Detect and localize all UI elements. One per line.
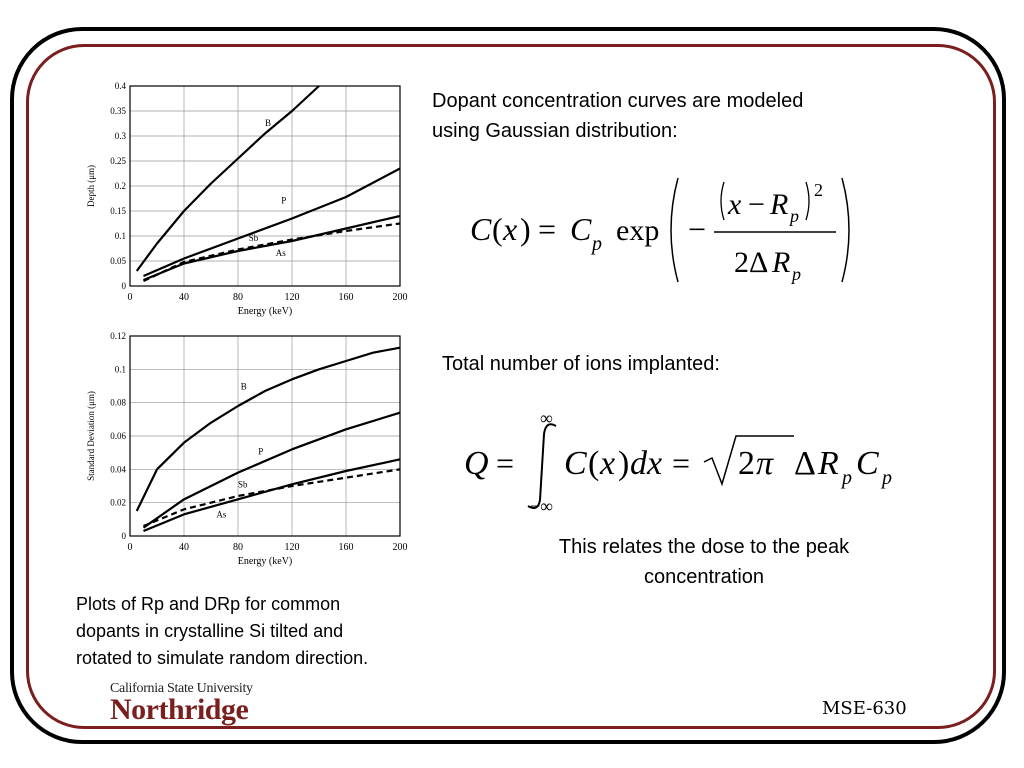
svg-text:=: = bbox=[538, 211, 557, 247]
svg-text:p: p bbox=[592, 233, 602, 255]
intro-text bbox=[432, 86, 803, 146]
chart0-y-tick-label: 0.4 bbox=[114, 81, 126, 91]
svg-text:R: R bbox=[818, 445, 839, 482]
chart1-x-tick-label: 160 bbox=[338, 542, 354, 553]
intro-line-1: Dopant concentration curves are modeled bbox=[432, 90, 804, 112]
svg-text:−∞: −∞ bbox=[530, 496, 553, 516]
intro-line-2: using Gaussian distribution: bbox=[432, 120, 678, 142]
chart1-y-axis-label: Standard Deviation (μm) bbox=[86, 391, 96, 481]
chart0-curve-label-as: As bbox=[275, 248, 286, 258]
chart1-curve-label-b: B bbox=[240, 381, 247, 392]
svg-text:=: = bbox=[496, 445, 515, 481]
dose-equation-svg bbox=[460, 400, 920, 520]
svg-text:dx: dx bbox=[630, 445, 663, 482]
chart0-series-as bbox=[144, 224, 401, 282]
svg-text:C: C bbox=[470, 211, 492, 247]
chart1-y-tick-label: 0.06 bbox=[110, 431, 126, 441]
svg-text:exp: exp bbox=[616, 214, 660, 247]
chart0-y-axis-label: Depth (μm) bbox=[86, 164, 96, 208]
svg-text:p: p bbox=[842, 467, 852, 489]
chart0-x-tick-label: 160 bbox=[338, 292, 354, 303]
depth-chart bbox=[80, 78, 420, 323]
chart1-y-tick-label: 0.02 bbox=[110, 497, 126, 508]
chart0-curve-label-b: B bbox=[265, 118, 272, 128]
chart0-y-tick-label: 0.35 bbox=[110, 106, 126, 116]
svg-text:2Δ: 2Δ bbox=[734, 246, 769, 279]
chart0-x-tick-label: 40 bbox=[179, 292, 189, 303]
svg-text:C: C bbox=[564, 445, 587, 482]
svg-text:−: − bbox=[688, 211, 707, 247]
total-ions-label: Total number of ions implanted: bbox=[442, 353, 720, 375]
caption-line-1: Plots of Rp and DRp for common bbox=[76, 594, 341, 614]
chart0-x-tick-label: 200 bbox=[392, 292, 408, 303]
caption-line-3: rotated to simulate random direction. bbox=[76, 648, 369, 668]
stddev-chart-svg bbox=[80, 328, 420, 573]
svg-text:p: p bbox=[792, 264, 801, 284]
chart1-x-axis-label: Energy (keV) bbox=[237, 556, 293, 567]
svg-text:): ) bbox=[618, 445, 630, 482]
relates-line-2: concentration bbox=[643, 566, 765, 588]
chart1-curve-label-as: As bbox=[216, 509, 227, 520]
chart0-y-tick-label: 0.15 bbox=[110, 206, 126, 216]
svg-text:2: 2 bbox=[738, 445, 755, 482]
chart1-y-tick-label: 0 bbox=[121, 531, 126, 541]
gaussian-equation-svg bbox=[466, 168, 866, 298]
chart1-x-tick-label: 120 bbox=[284, 542, 300, 553]
chart0-x-tick-label: 0 bbox=[127, 292, 133, 303]
chart1-x-tick-label: 0 bbox=[127, 542, 133, 553]
svg-text:(: ( bbox=[588, 445, 600, 482]
dose-equation bbox=[460, 400, 920, 520]
chart1-x-tick-label: 40 bbox=[179, 542, 189, 553]
svg-text:∞: ∞ bbox=[540, 408, 553, 428]
chart0-y-tick-label: 0.3 bbox=[114, 131, 126, 141]
relates-text bbox=[504, 532, 904, 592]
svg-text:=: = bbox=[672, 445, 691, 481]
chart0-y-tick-label: 0.2 bbox=[114, 181, 126, 191]
depth-chart-svg bbox=[80, 78, 420, 323]
chart0-x-tick-label: 80 bbox=[233, 292, 243, 303]
svg-text:p: p bbox=[790, 206, 799, 226]
relates-line-1: This relates the dose to the peak bbox=[558, 536, 850, 558]
svg-text:x: x bbox=[600, 445, 616, 482]
chart0-y-tick-label: 0 bbox=[121, 281, 126, 291]
chart0-y-tick-label: 0.25 bbox=[110, 156, 126, 166]
chart1-y-tick-label: 0.1 bbox=[114, 364, 126, 375]
chart0-x-axis-label: Energy (keV) bbox=[237, 306, 293, 317]
chart0-series-p bbox=[144, 169, 401, 277]
svg-text:p: p bbox=[882, 467, 892, 489]
chart1-x-tick-label: 200 bbox=[392, 542, 408, 553]
svg-text:x: x bbox=[503, 211, 518, 247]
svg-text:R: R bbox=[770, 188, 789, 221]
university-logo bbox=[110, 681, 253, 725]
gaussian-equation bbox=[466, 168, 866, 298]
logo-main-text: Northridge bbox=[110, 693, 249, 726]
svg-text:R: R bbox=[772, 246, 791, 279]
chart1-y-tick-label: 0.04 bbox=[110, 464, 126, 475]
chart0-curve-label-p: P bbox=[281, 195, 287, 206]
chart1-y-tick-label: 0.12 bbox=[110, 331, 126, 341]
chart0-y-tick-label: 0.05 bbox=[110, 256, 126, 266]
logo-top-text: California State University bbox=[110, 681, 253, 696]
chart1-curve-label-sb: Sb bbox=[238, 479, 248, 490]
svg-text:(: ( bbox=[492, 211, 503, 247]
chart1-series-as bbox=[144, 469, 401, 526]
chart1-series-sb bbox=[144, 459, 401, 531]
svg-text:π: π bbox=[756, 445, 774, 482]
svg-text:Δ: Δ bbox=[794, 445, 816, 482]
chart1-y-tick-label: 0.08 bbox=[110, 397, 126, 408]
stddev-chart bbox=[80, 328, 420, 573]
svg-text:C: C bbox=[570, 211, 592, 247]
figure-caption bbox=[76, 591, 456, 672]
chart0-x-tick-label: 120 bbox=[284, 292, 300, 303]
chart0-y-tick-label: 0.1 bbox=[114, 231, 126, 241]
chart1-curve-label-p: P bbox=[258, 446, 264, 457]
svg-text:C: C bbox=[856, 445, 879, 482]
svg-text:2: 2 bbox=[814, 180, 823, 200]
svg-text:): ) bbox=[520, 211, 531, 247]
chart1-series-b bbox=[137, 348, 400, 511]
chart0-curve-label-sb: Sb bbox=[248, 233, 259, 243]
svg-text:−: − bbox=[748, 188, 765, 221]
caption-line-2: dopants in crystalline Si tilted and bbox=[76, 621, 344, 641]
course-code: MSE-630 bbox=[822, 698, 907, 719]
chart1-x-tick-label: 80 bbox=[233, 542, 243, 553]
svg-text:x: x bbox=[728, 188, 742, 221]
svg-text:Q: Q bbox=[464, 445, 489, 482]
